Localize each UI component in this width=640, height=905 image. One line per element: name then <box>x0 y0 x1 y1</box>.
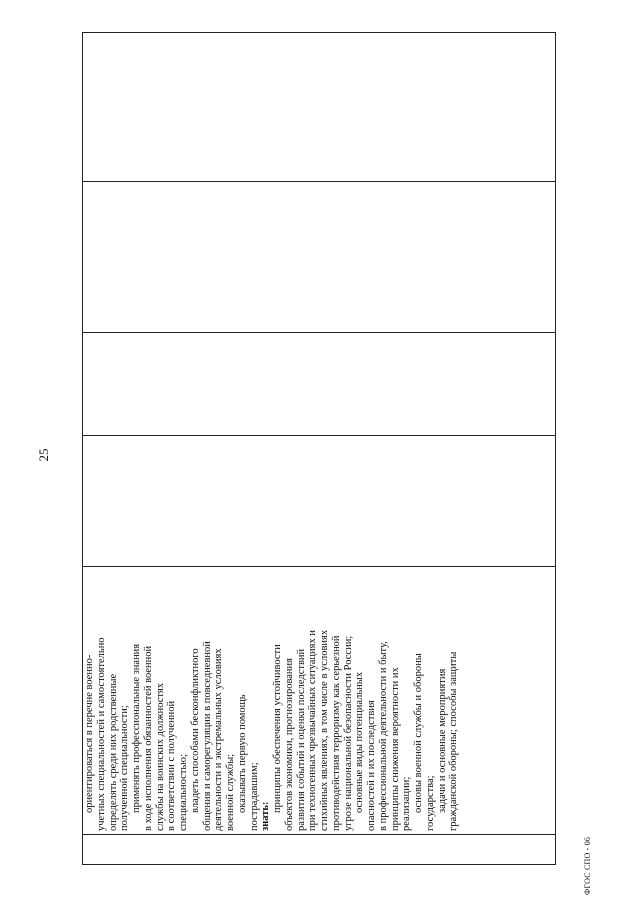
text-line: опасностей и их последствия <box>366 700 377 831</box>
text-line: угрозе национальной безопасности России; <box>342 635 354 831</box>
text-line: деятельности и экстремальных условиях <box>213 648 225 831</box>
text-line: в ходе исполнения обязанностей военной <box>142 645 154 831</box>
text-line: объектов экономики, прогнозирования <box>283 657 295 831</box>
text-line: государства; <box>424 775 436 831</box>
text-line: в соответствии с полученной <box>166 700 178 831</box>
text-line: военной службы; <box>225 753 236 831</box>
text-line: пострадавшим; <box>248 762 260 831</box>
text-line: применять профессиональные знания <box>131 643 142 813</box>
page-number: 25 <box>36 448 51 462</box>
text-line: в профессиональной деятельности и быту, <box>377 641 389 831</box>
text-line: при техногенных чрезвычайных ситуациях и <box>307 630 319 831</box>
competency-text <box>83 567 460 834</box>
text-line: общения и саморегуляции в повседневной <box>201 641 213 831</box>
table-cell-index <box>83 835 556 865</box>
table-cell-competence-codes <box>83 33 556 182</box>
text-line: владеть способами бесконфликтного <box>189 648 201 813</box>
text-line: учетных специальностей и самостоятельно <box>95 637 107 831</box>
footer-standard-code: ФГОС СПО - 06 <box>583 836 592 895</box>
text-line: развития событий и оценки последствий <box>295 648 307 831</box>
text-line: задачи и основные мероприятия <box>436 668 448 813</box>
text-line: определять среди них родственные <box>107 673 119 831</box>
text-line: службы на воинских должностях <box>154 683 166 831</box>
table-cell-competencies <box>83 567 556 835</box>
text-line: оказывать первую помощь <box>236 694 248 813</box>
text-line: основные виды потенциальных <box>354 671 366 813</box>
table-cell-hours-max <box>83 436 556 567</box>
standards-table <box>82 32 556 865</box>
text-line: принципы снижения вероятности их <box>389 667 401 831</box>
text-line: реализации; <box>401 776 413 831</box>
text-line: ориентироваться в перечне военно- <box>84 654 95 813</box>
text-line: принципы обеспечения устойчивости <box>272 644 283 813</box>
text-line: гражданской обороны; способы защиты <box>448 651 460 831</box>
text-line: полученной специальности; <box>119 705 131 831</box>
text-line: стихийных явлениях, в том числе в условиях <box>319 629 330 831</box>
table-row <box>83 33 556 865</box>
text-line: основы военной службы и обороны <box>413 653 424 813</box>
text-line: противодействия терроризму как серьезной <box>330 635 342 831</box>
text-line: специальностью; <box>178 754 189 831</box>
table-cell-hours-study <box>83 333 556 436</box>
table-cell-discipline <box>83 182 556 333</box>
text-line: знать: <box>260 801 272 831</box>
